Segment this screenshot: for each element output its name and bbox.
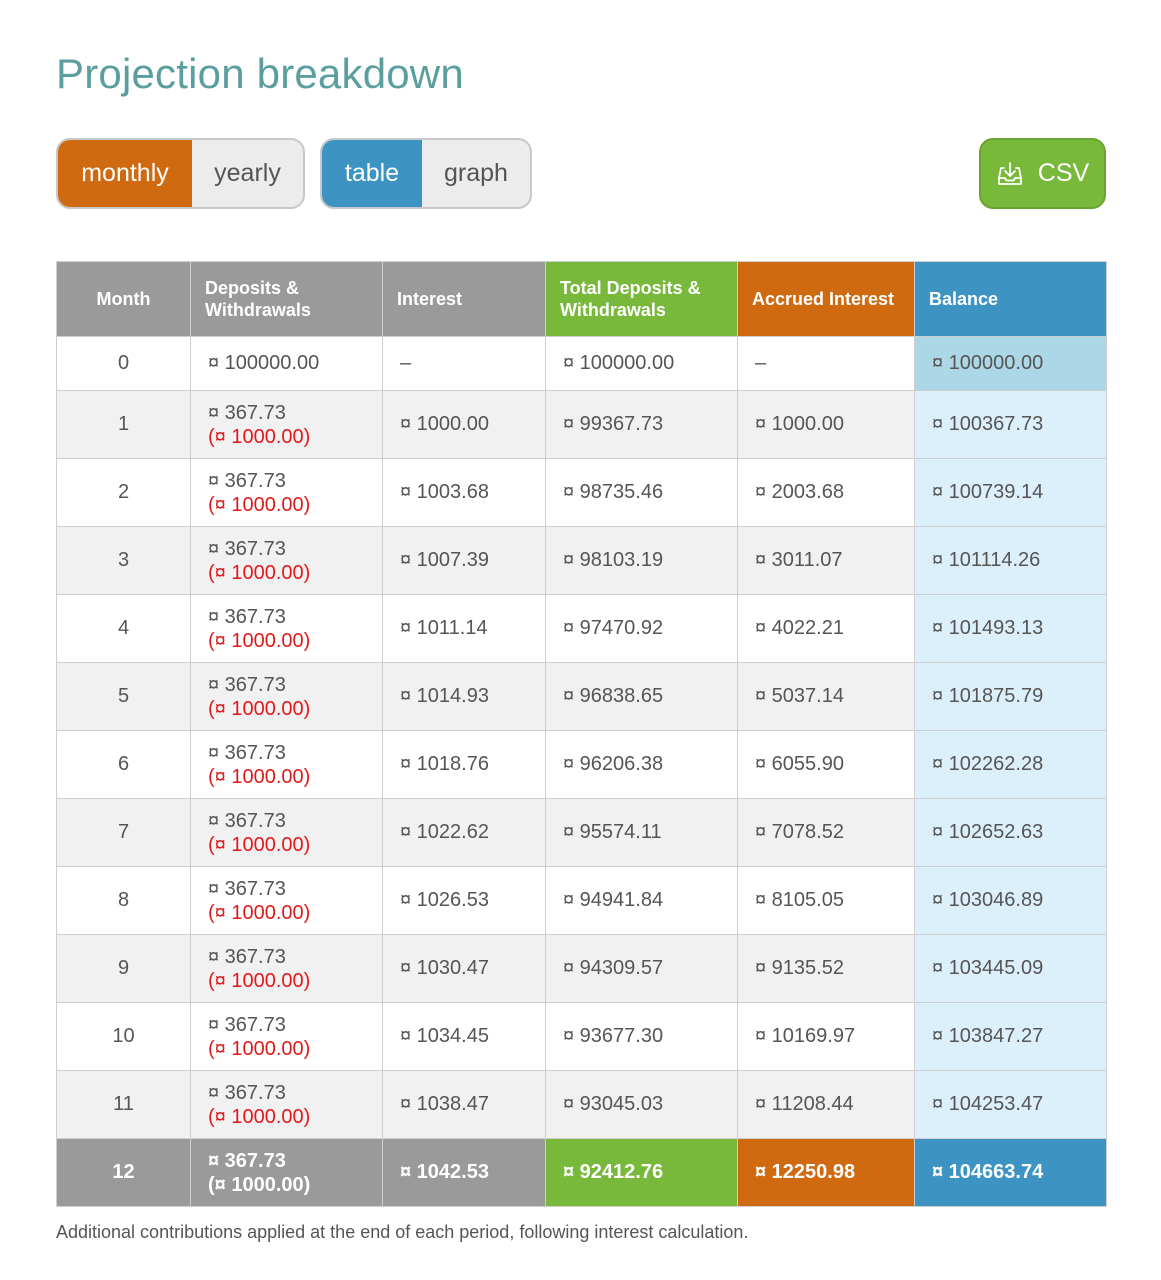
graph-view-option[interactable]: graph <box>444 159 508 187</box>
cell-deposits-withdrawals <box>191 1139 383 1207</box>
withdrawal-amount: (¤ 1000.00) <box>208 493 311 516</box>
withdrawal-amount: (¤ 1000.00) <box>208 1037 311 1060</box>
cell-balance: ¤ 103847.27 <box>915 1003 1107 1071</box>
deposit-amount: ¤ 367.73 <box>208 469 286 492</box>
cell-deposits-withdrawals <box>191 459 383 527</box>
cell-month: 11 <box>57 1071 191 1139</box>
cell-interest: ¤ 1014.93 <box>383 663 546 731</box>
table-row <box>57 459 1107 527</box>
cell-month: 2 <box>57 459 191 527</box>
cell-deposits-withdrawals <box>191 595 383 663</box>
cell-month: 8 <box>57 867 191 935</box>
cell-balance: ¤ 102262.28 <box>915 731 1107 799</box>
withdrawal-amount: (¤ 1000.00) <box>208 561 311 584</box>
cell-total: ¤ 97470.92 <box>546 595 738 663</box>
deposit-amount: ¤ 367.73 <box>208 877 286 900</box>
cell-interest: ¤ 1003.68 <box>383 459 546 527</box>
cell-accrued: ¤ 1000.00 <box>738 391 915 459</box>
cell-interest: ¤ 1018.76 <box>383 731 546 799</box>
cell-accrued: ¤ 4022.21 <box>738 595 915 663</box>
cell-total: ¤ 94309.57 <box>546 935 738 1003</box>
header-month: Month <box>57 262 191 337</box>
table-row <box>57 935 1107 1003</box>
cell-accrued: ¤ 9135.52 <box>738 935 915 1003</box>
table-header-row <box>57 262 1107 337</box>
cell-deposits-withdrawals <box>191 1071 383 1139</box>
cell-interest: – <box>383 337 546 391</box>
cell-total: ¤ 98735.46 <box>546 459 738 527</box>
cell-balance: ¤ 104253.47 <box>915 1071 1107 1139</box>
cell-balance: ¤ 101493.13 <box>915 595 1107 663</box>
deposit-amount: ¤ 367.73 <box>208 741 286 764</box>
cell-accrued: ¤ 12250.98 <box>738 1139 915 1207</box>
cell-total: ¤ 93045.03 <box>546 1071 738 1139</box>
cell-month: 12 <box>57 1139 191 1207</box>
header-total-deposits-withdrawals: Total Deposits & Withdrawals <box>546 262 738 337</box>
withdrawal-amount: (¤ 1000.00) <box>208 1105 311 1128</box>
cell-interest: ¤ 1007.39 <box>383 527 546 595</box>
cell-deposits-withdrawals <box>191 867 383 935</box>
cell-total: ¤ 95574.11 <box>546 799 738 867</box>
cell-accrued: – <box>738 337 915 391</box>
table-total-row <box>57 1139 1107 1207</box>
withdrawal-amount: (¤ 1000.00) <box>208 833 311 856</box>
table-row <box>57 663 1107 731</box>
cell-total: ¤ 98103.19 <box>546 527 738 595</box>
cell-month: 1 <box>57 391 191 459</box>
cell-month: 3 <box>57 527 191 595</box>
withdrawal-amount: (¤ 1000.00) <box>208 425 311 448</box>
withdrawal-amount: (¤ 1000.00) <box>208 901 311 924</box>
cell-balance: ¤ 103046.89 <box>915 867 1107 935</box>
cell-balance: ¤ 103445.09 <box>915 935 1107 1003</box>
cell-deposits-withdrawals <box>191 731 383 799</box>
cell-total: ¤ 92412.76 <box>546 1139 738 1207</box>
cell-accrued: ¤ 6055.90 <box>738 731 915 799</box>
cell-balance: ¤ 102652.63 <box>915 799 1107 867</box>
cell-deposits-withdrawals <box>191 391 383 459</box>
table-row <box>57 867 1107 935</box>
deposit-amount: ¤ 367.73 <box>208 809 286 832</box>
cell-interest: ¤ 1042.53 <box>383 1139 546 1207</box>
cell-month: 0 <box>57 337 191 391</box>
deposit-amount: ¤ 367.73 <box>208 605 286 628</box>
cell-total: ¤ 93677.30 <box>546 1003 738 1071</box>
table-row <box>57 391 1107 459</box>
cell-total: ¤ 96838.65 <box>546 663 738 731</box>
withdrawal-amount: (¤ 1000.00) <box>208 765 311 788</box>
header-balance: Balance <box>915 262 1107 337</box>
cell-deposits-withdrawals <box>191 935 383 1003</box>
cell-interest: ¤ 1038.47 <box>383 1071 546 1139</box>
cell-accrued: ¤ 3011.07 <box>738 527 915 595</box>
table-row <box>57 1071 1107 1139</box>
deposit-amount: ¤ 367.73 <box>208 1013 286 1036</box>
withdrawal-amount: (¤ 1000.00) <box>208 969 311 992</box>
cell-deposits-withdrawals <box>191 799 383 867</box>
header-deposits-withdrawals: Deposits & Withdrawals <box>191 262 383 337</box>
deposit-amount: ¤ 367.73 <box>208 401 286 424</box>
cell-month: 9 <box>57 935 191 1003</box>
cell-month: 5 <box>57 663 191 731</box>
cell-interest: ¤ 1030.47 <box>383 935 546 1003</box>
cell-balance: ¤ 100367.73 <box>915 391 1107 459</box>
cell-interest: ¤ 1022.62 <box>383 799 546 867</box>
header-interest: Interest <box>383 262 546 337</box>
download-icon <box>996 160 1024 188</box>
projection-table <box>56 261 1107 1207</box>
csv-download-button[interactable] <box>979 138 1106 209</box>
cell-balance: ¤ 100000.00 <box>915 337 1107 391</box>
deposit-amount: ¤ 367.73 <box>208 1149 286 1172</box>
cell-total: ¤ 94941.84 <box>546 867 738 935</box>
cell-interest: ¤ 1034.45 <box>383 1003 546 1071</box>
table-row <box>57 527 1107 595</box>
cell-balance: ¤ 101875.79 <box>915 663 1107 731</box>
cell-interest: ¤ 1000.00 <box>383 391 546 459</box>
page-title: Projection breakdown <box>56 50 464 97</box>
table-row <box>57 595 1107 663</box>
withdrawal-amount: (¤ 1000.00) <box>208 697 311 720</box>
monthly-option[interactable]: monthly <box>58 140 192 207</box>
table-row <box>57 1003 1107 1071</box>
cell-deposits-withdrawals <box>191 1003 383 1071</box>
cell-accrued: ¤ 10169.97 <box>738 1003 915 1071</box>
cell-accrued: ¤ 8105.05 <box>738 867 915 935</box>
deposit-amount: ¤ 367.73 <box>208 673 286 696</box>
cell-interest: ¤ 1011.14 <box>383 595 546 663</box>
cell-interest: ¤ 1026.53 <box>383 867 546 935</box>
cell-total: ¤ 99367.73 <box>546 391 738 459</box>
cell-month: 6 <box>57 731 191 799</box>
cell-balance: ¤ 104663.74 <box>915 1139 1107 1207</box>
withdrawal-amount: (¤ 1000.00) <box>208 1173 311 1196</box>
table-view-option[interactable]: table <box>322 140 422 207</box>
csv-label: CSV <box>1037 159 1090 187</box>
table-row <box>57 731 1107 799</box>
cell-balance: ¤ 101114.26 <box>915 527 1107 595</box>
cell-total: ¤ 96206.38 <box>546 731 738 799</box>
table-row <box>57 799 1107 867</box>
deposit-amount: ¤ 367.73 <box>208 1081 286 1104</box>
cell-accrued: ¤ 7078.52 <box>738 799 915 867</box>
cell-deposits-withdrawals <box>191 663 383 731</box>
cell-accrued: ¤ 5037.14 <box>738 663 915 731</box>
view-toggle <box>320 138 532 209</box>
cell-total: ¤ 100000.00 <box>546 337 738 391</box>
cell-month: 10 <box>57 1003 191 1071</box>
cell-month: 4 <box>57 595 191 663</box>
yearly-option[interactable]: yearly <box>214 159 281 187</box>
footnote: Additional contributions applied at the end of each period, following interest calculation. <box>56 1222 749 1242</box>
table-row <box>57 337 1107 391</box>
deposit-amount: ¤ 367.73 <box>208 945 286 968</box>
cell-accrued: ¤ 11208.44 <box>738 1071 915 1139</box>
period-toggle <box>56 138 305 209</box>
cell-deposit: ¤ 100000.00 <box>191 337 383 391</box>
withdrawal-amount: (¤ 1000.00) <box>208 629 311 652</box>
cell-balance: ¤ 100739.14 <box>915 459 1107 527</box>
cell-deposits-withdrawals <box>191 527 383 595</box>
cell-accrued: ¤ 2003.68 <box>738 459 915 527</box>
cell-month: 7 <box>57 799 191 867</box>
header-accrued-interest: Accrued Interest <box>738 262 915 337</box>
deposit-amount: ¤ 367.73 <box>208 537 286 560</box>
